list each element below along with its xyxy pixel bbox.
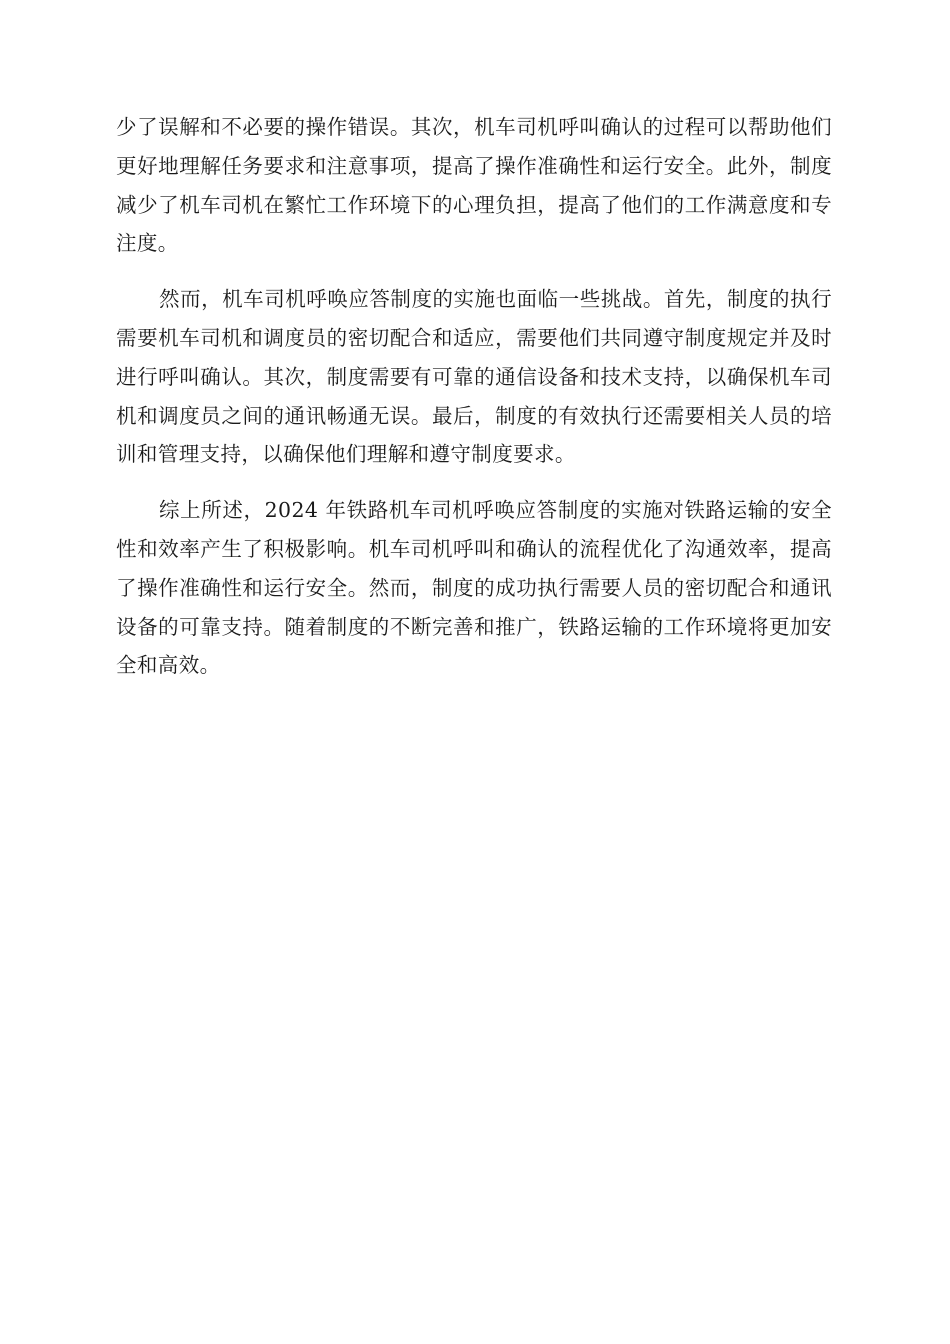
paragraph-continuation: 少了误解和不必要的操作错误。其次，机车司机呼叫确认的过程可以帮助他们更好地理解任务要求和注意事项，提高了操作准确性和运行安全。此外，制度减少了机车司机在繁忙工作环境下的心理负担，提高了他们的工作满意度和专注度。: [116, 115, 832, 256]
paragraph-conclusion: 综上所述，2024 年铁路机车司机呼唤应答制度的实施对铁路运输的安全性和效率产生了积极影响。机车司机呼叫和确认的流程优化了沟通效率，提高了操作准确性和运行安全。然而，制度的成功执行需要人员的密切配合和通讯设备的可靠支持。随着制度的不断完善和推广，铁路运输的工作环境将更加安全和高效。: [116, 498, 832, 678]
document-body: [116, 108, 832, 702]
paragraph-challenges: 然而，机车司机呼唤应答制度的实施也面临一些挑战。首先，制度的执行需要机车司机和调度员的密切配合和适应，需要他们共同遵守制度规定并及时进行呼叫确认。其次，制度需要有可靠的通信设备和技术支持，以确保机车司机和调度员之间的通讯畅通无误。最后，制度的有效执行还需要相关人员的培训和管理支持，以确保他们理解和遵守制度要求。: [116, 287, 832, 467]
